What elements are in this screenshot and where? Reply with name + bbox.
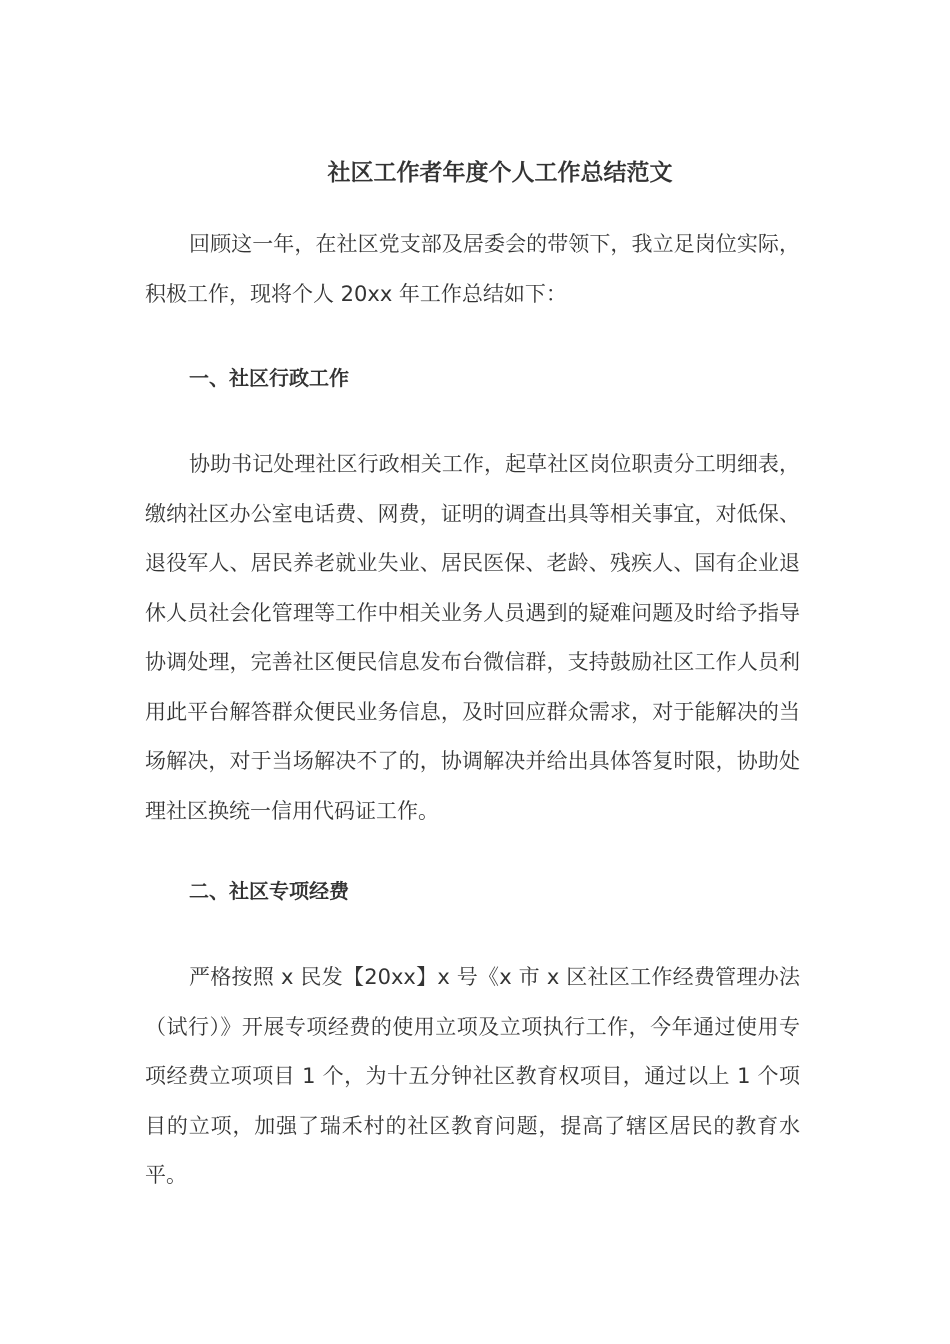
section-heading-administration: 一、社区行政工作 [189, 366, 349, 390]
document-title: 社区工作者年度个人工作总结范文 [327, 160, 673, 186]
section-body-special-funds: 严格按照 x 民发【20xx】x 号《x 市 x 区社区工作经费管理办法（试行）》开展专项经费的使用立项及立项执行工作，今年通过使用专项经费立项项目 1 个，为十五分钟社区教育权项目，通过以上 1 个项目的立项，加强了瑞禾村的社区教育问题，提高了辖区居民的教育水平。 [145, 965, 800, 1187]
intro-paragraph: 回顾这一年，在社区党支部及居委会的带领下，我立足岗位实际，积极工作，现将个人 20xx 年工作总结如下： [145, 232, 800, 306]
document-body [145, 220, 800, 1201]
section-heading-special-funds: 二、社区专项经费 [189, 879, 349, 903]
section-body-administration: 协助书记处理社区行政相关工作，起草社区岗位职责分工明细表，缴纳社区办公室电话费、网费，证明的调查出具等相关事宜，对低保、退役军人、居民养老就业失业、居民医保、老龄、残疾人、国有企业退休人员社会化管理等工作中相关业务人员遇到的疑难问题及时给予指导协调处理，完善社区便民信息发布台微信群，支持鼓励社区工作人员利用此平台解答群众便民业务信息，及时回应群众需求，对于能解决的当场解决，对于当场解决不了的，协调解决并给出具体答复时限，协助处理社区换统一信用代码证工作。 [145, 452, 800, 823]
